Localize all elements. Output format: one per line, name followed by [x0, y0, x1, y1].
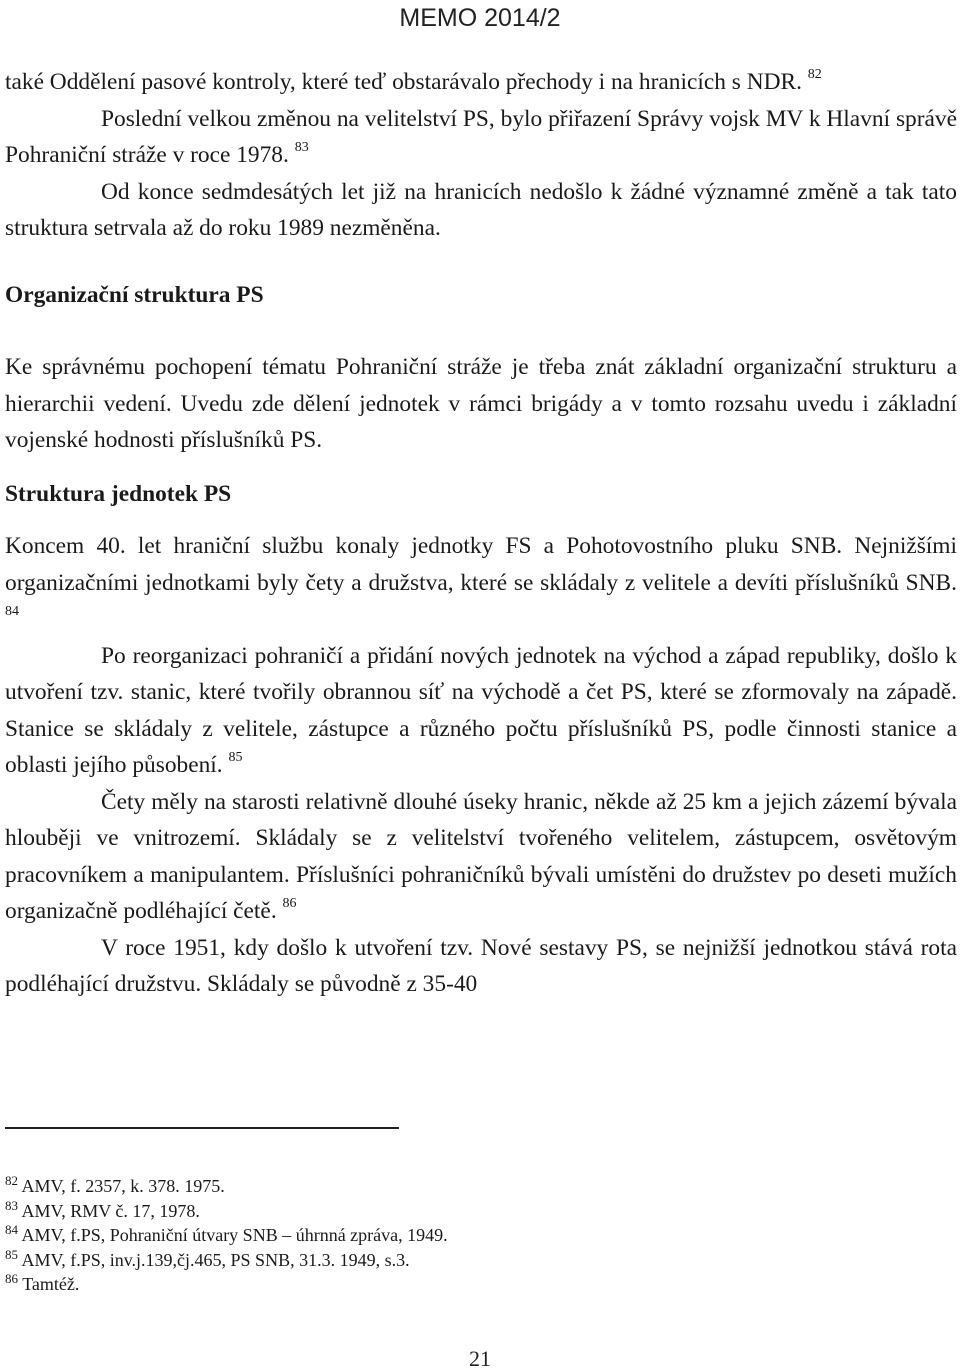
footnote-82 [5, 1174, 945, 1199]
paragraph-6-text: Po reorganizaci pohraničí a přidání nových jednotek na východ a západ republiky, došlo k utvoření tzv. stanic, které tvořily obrannou síť na východě a čet PS, které se zformovaly na západě. Stanice se skládaly z velitele, zástupce a různého počtu příslušníků PS, podle činnosti stanice a oblasti jejího působení. [5, 642, 957, 778]
page-number: 21 [469, 1346, 491, 1371]
footnote-number: 85 [5, 1246, 18, 1262]
paragraph-2-text: Poslední velkou změnou na velitelství PS, bylo přiřazení Správy vojsk MV k Hlavní správě Pohraniční stráže v roce 1978. [5, 105, 957, 168]
footnote-text: Tamtéž. [22, 1274, 80, 1294]
footnote-number: 82 [5, 1173, 18, 1188]
heading-organizacni-struktura: Organizační struktura PS [5, 281, 264, 308]
footnote-text: AMV, f.PS, inv.j.139,čj.465, PS SNB, 31.3. 1949, s.3. [21, 1249, 410, 1270]
footnote-number: 86 [5, 1271, 18, 1286]
footnote-text: AMV, f.PS, Pohraniční útvary SNB – úhrnná zpráva, 1949. [21, 1225, 448, 1245]
footnote-ref-84: 84 [5, 604, 19, 619]
footnote-ref-83: 83 [294, 140, 309, 155]
paragraph-1-text: také Oddělení pasové kontroly, které teď obstarávalo přechody i na hranicích s NDR. [5, 69, 802, 95]
running-header: MEMO 2014/2 [399, 4, 561, 32]
paragraph-6 [5, 638, 957, 784]
footnote-85 [5, 1248, 945, 1273]
paragraph-7-text: Čety měly na starosti relativně dlouhé úseky hranic, někde až 25 km a jejich zázemí bývala hlouběji ve vnitrozemí. Skládaly se z velitelství tvořeného velitelem, zástupcem, osvětovým pracovníkem a manipulantem. Příslušníci pohraničníků bývali umístěni do družstev po deseti mužích organizačně podléhající četě. [5, 788, 957, 924]
footnote-83 [5, 1199, 945, 1224]
body-text [5, 64, 957, 1003]
paragraph-5 [5, 528, 957, 638]
footnote-86 [5, 1272, 945, 1297]
paragraph-3: Od konce sedmdesátých let již na hranicích nedošlo k žádné významné změně a tak tato struktura setrvala až do roku 1989 nezměněna. [5, 178, 957, 241]
footnote-ref-86: 86 [282, 896, 297, 911]
footnotes [5, 1174, 945, 1297]
footnote-number: 83 [5, 1197, 18, 1213]
paragraph-5-text: Koncem 40. let hraniční službu konaly jednotky FS a Pohotovostního pluku SNB. Nejnižšími organizačními jednotkami byly čety a družstva, které se skládaly z velitele a devíti příslušníků SNB. [5, 533, 957, 596]
paragraph-7 [5, 784, 957, 930]
footnote-text: AMV, f. 2357, k. 378. 1975. [21, 1176, 225, 1196]
paragraph-2 [5, 101, 957, 174]
footnote-text: AMV, RMV č. 17, 1978. [21, 1200, 200, 1221]
heading-struktura-jednotek: Struktura jednotek PS [5, 480, 232, 507]
footnote-84 [5, 1223, 945, 1248]
footnote-ref-82: 82 [807, 67, 822, 82]
footnote-number: 84 [5, 1222, 18, 1237]
paragraph-1 [5, 64, 957, 101]
paragraph-8: V roce 1951, kdy došlo k utvoření tzv. Nové sestavy PS, se nejnižší jednotkou stává rota podléhající družstvu. Skládaly se původně z 35-40 [5, 934, 957, 997]
paragraph-4: Ke správnému pochopení tématu Pohraniční stráže je třeba znát základní organizační strukturu a hierarchii vedení. Uvedu zde dělení jednotek v rámci brigády a v tomto rozsahu uvedu i základní vojenské hodnosti příslušníků PS. [5, 354, 957, 453]
footnote-separator [5, 1127, 399, 1129]
footnote-ref-85: 85 [228, 750, 243, 765]
